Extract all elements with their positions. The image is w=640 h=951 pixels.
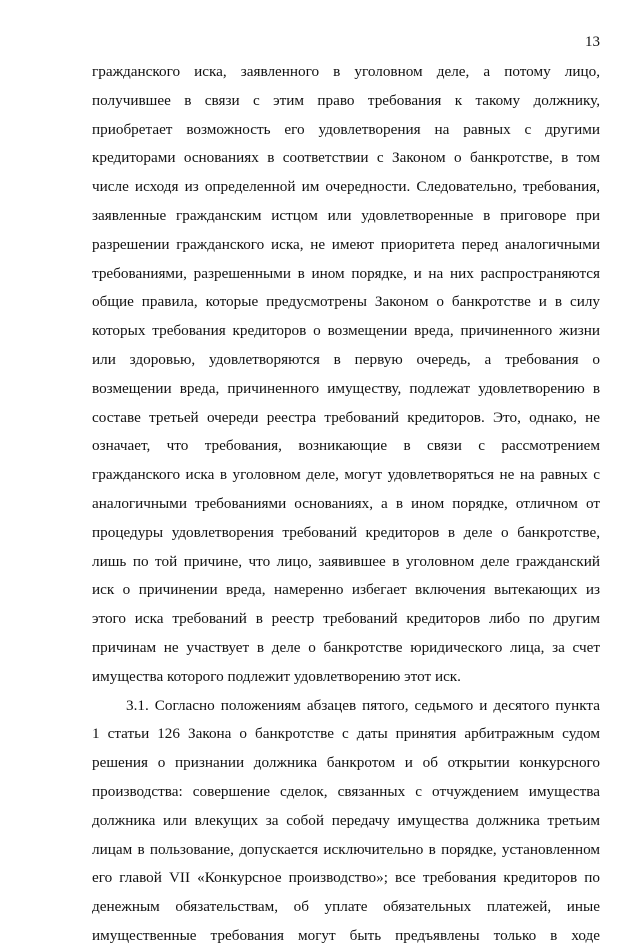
page-number: 13	[585, 34, 600, 50]
text-line: составе третьей очереди реестра требований кредиторов. Это, однако, не	[92, 408, 600, 426]
text-line: получившее в связи с этим право требования к такому должнику,	[92, 91, 600, 109]
text-line: денежным обязательствам, об уплате обязательных платежей, иные	[92, 898, 600, 916]
paragraph	[92, 58, 600, 692]
text-line: возмещении вреда, причиненного имуществу, подлежат удовлетворению в	[92, 379, 600, 397]
text-line: иск о причинении вреда, намеренно избегает включения вытекающих из	[92, 581, 600, 599]
body-text	[92, 58, 600, 951]
text-line: его главой VII «Конкурсное производство»; все требования кредиторов по	[92, 869, 600, 887]
text-line: означает, что требования, возникающие в связи с рассмотрением	[92, 437, 600, 455]
text-line: требованиями, разрешенными в ином порядке, и на них распространяются	[92, 264, 600, 282]
text-line: лишь по той причине, что лицо, заявившее в уголовном деле гражданский	[92, 552, 600, 570]
text-line: 1 статьи 126 Закона о банкротстве с даты принятия арбитражным судом	[92, 725, 600, 743]
text-line: или здоровью, удовлетворяются в первую очередь, а требования о	[92, 350, 600, 368]
text-line: аналогичными требованиями основаниях, а в ином порядке, отличном от	[92, 494, 600, 512]
text-line: кредиторами основаниях в соответствии с Законом о банкротстве, в том	[92, 149, 600, 167]
text-line: разрешении гражданского иска, не имеют приоритета перед аналогичными	[92, 235, 600, 253]
paragraph	[92, 692, 600, 951]
text-line: общие правила, которые предусмотрены Законом о банкротстве и в силу	[92, 293, 600, 311]
text-line: имущества которого подлежит удовлетворению этот иск.	[92, 667, 461, 685]
text-line: приобретает возможность его удовлетворения на равных с другими	[92, 120, 600, 138]
text-line: гражданского иска в уголовном деле, могут удовлетворяться не на равных с	[92, 466, 600, 484]
text-line: процедуры удовлетворения требований кредиторов в деле о банкротстве,	[92, 523, 600, 541]
text-line: которых требования кредиторов о возмещении вреда, причиненного жизни	[92, 322, 600, 340]
text-line: 3.1. Согласно положениям абзацев пятого, седьмого и десятого пункта	[126, 696, 600, 714]
text-line: гражданского иска, заявленного в уголовном деле, а потому лицо,	[92, 63, 600, 80]
text-line: причинам не участвует в деле о банкротстве юридического лица, за счет	[92, 638, 600, 656]
text-line: числе исходя из определенной им очередности. Следовательно, требования,	[92, 178, 600, 196]
text-line: должника или влекущих за собой передачу имущества должника третьим	[92, 811, 600, 829]
text-line: этого иска требований в реестр требований кредиторов либо по другим	[92, 610, 600, 628]
text-line: производства: совершение сделок, связанных с отчуждением имущества	[92, 782, 600, 800]
text-line: заявленные гражданским истцом или удовлетворенные в приговоре при	[92, 206, 600, 224]
text-line: имущественные требования могут быть предъявлены только в ходе	[92, 926, 600, 944]
text-line: решения о признании должника банкротом и об открытии конкурсного	[92, 754, 600, 772]
text-line: лицам в пользование, допускается исключительно в порядке, установленном	[92, 840, 600, 858]
